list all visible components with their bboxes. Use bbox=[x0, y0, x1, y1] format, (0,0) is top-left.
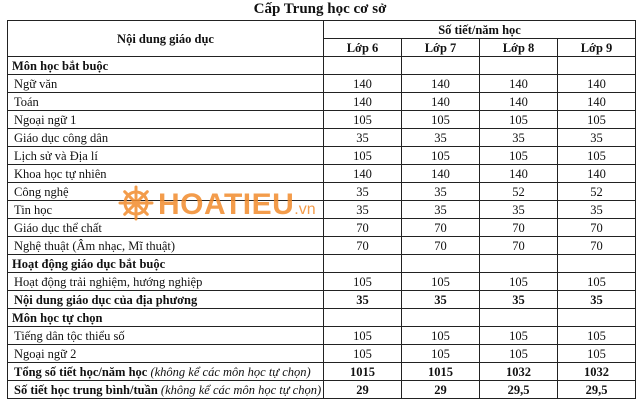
period-value: 105 bbox=[402, 147, 480, 165]
subject-name: Khoa học tự nhiên bbox=[8, 165, 324, 183]
section-label: Môn học bắt buộc bbox=[8, 57, 324, 75]
period-value: 70 bbox=[402, 237, 480, 255]
period-value: 105 bbox=[480, 273, 558, 291]
subject-name: Tổng số tiết học/năm học (không kể các môn học tự chọn) bbox=[8, 363, 324, 381]
table-row bbox=[8, 219, 636, 237]
period-value: 35 bbox=[558, 201, 636, 219]
period-value: 70 bbox=[324, 237, 402, 255]
subject-name: Hoạt động trải nghiệm, hướng nghiệp bbox=[8, 273, 324, 291]
subject-name: Số tiết học trung bình/tuần (không kể các môn học tự chọn) bbox=[8, 381, 324, 399]
section-row bbox=[8, 255, 636, 273]
period-value: 105 bbox=[480, 345, 558, 363]
content-header: Nội dung giáo dục bbox=[8, 21, 324, 57]
period-value: 35 bbox=[402, 291, 480, 309]
table-row bbox=[8, 165, 636, 183]
period-value: 70 bbox=[480, 237, 558, 255]
period-value: 29,5 bbox=[558, 381, 636, 399]
period-value: 1015 bbox=[324, 363, 402, 381]
period-value: 105 bbox=[402, 111, 480, 129]
subject-name: Giáo dục công dân bbox=[8, 129, 324, 147]
period-value: 105 bbox=[402, 327, 480, 345]
period-value: 140 bbox=[324, 93, 402, 111]
period-header: Số tiết/năm học bbox=[324, 21, 636, 39]
period-value: 52 bbox=[558, 183, 636, 201]
table-row bbox=[8, 327, 636, 345]
local-content-row bbox=[8, 291, 636, 309]
period-value: 105 bbox=[324, 345, 402, 363]
table-row bbox=[8, 129, 636, 147]
period-value: 140 bbox=[402, 93, 480, 111]
period-value: 105 bbox=[480, 147, 558, 165]
grade-header: Lớp 7 bbox=[402, 39, 480, 57]
grade-header: Lớp 8 bbox=[480, 39, 558, 57]
row-note: (không kể các môn học tự chọn) bbox=[150, 364, 311, 379]
period-value: 105 bbox=[558, 345, 636, 363]
period-value: 35 bbox=[480, 291, 558, 309]
period-value: 35 bbox=[402, 129, 480, 147]
section-label: Môn học tự chọn bbox=[8, 309, 324, 327]
section-label: Hoạt động giáo dục bắt buộc bbox=[8, 255, 324, 273]
period-value: 35 bbox=[558, 291, 636, 309]
period-value: 140 bbox=[558, 93, 636, 111]
row-note: (không kể các môn học tự chọn) bbox=[160, 382, 322, 397]
period-value: 105 bbox=[558, 273, 636, 291]
period-value: 105 bbox=[324, 273, 402, 291]
subject-name: Nghệ thuật (Âm nhạc, Mĩ thuật) bbox=[8, 237, 324, 255]
period-value: 1015 bbox=[402, 363, 480, 381]
subject-name: Toán bbox=[8, 93, 324, 111]
period-value: 29 bbox=[324, 381, 402, 399]
average-row bbox=[8, 381, 636, 399]
period-value: 105 bbox=[558, 111, 636, 129]
period-value: 140 bbox=[558, 165, 636, 183]
section-row bbox=[8, 57, 636, 75]
subject-name: Ngữ văn bbox=[8, 75, 324, 93]
grade-header: Lớp 6 bbox=[324, 39, 402, 57]
table-row bbox=[8, 183, 636, 201]
period-value: 70 bbox=[402, 219, 480, 237]
section-row bbox=[8, 309, 636, 327]
period-value: 29 bbox=[402, 381, 480, 399]
period-value: 105 bbox=[402, 273, 480, 291]
period-value: 1032 bbox=[480, 363, 558, 381]
period-value: 70 bbox=[558, 237, 636, 255]
period-value: 105 bbox=[324, 327, 402, 345]
period-value: 35 bbox=[480, 129, 558, 147]
period-value: 52 bbox=[480, 183, 558, 201]
period-value: 140 bbox=[324, 75, 402, 93]
period-value: 140 bbox=[402, 75, 480, 93]
header-row-1 bbox=[8, 21, 636, 39]
period-value: 140 bbox=[558, 75, 636, 93]
period-value: 35 bbox=[480, 201, 558, 219]
subject-name: Tin học bbox=[8, 201, 324, 219]
table-row bbox=[8, 75, 636, 93]
subject-name: Ngoại ngữ 1 bbox=[8, 111, 324, 129]
period-value: 35 bbox=[324, 291, 402, 309]
subject-name: Giáo dục thể chất bbox=[8, 219, 324, 237]
period-value: 35 bbox=[402, 201, 480, 219]
period-value: 105 bbox=[480, 111, 558, 129]
period-value: 35 bbox=[324, 129, 402, 147]
total-row bbox=[8, 363, 636, 381]
curriculum-table bbox=[7, 20, 636, 399]
period-value: 105 bbox=[558, 327, 636, 345]
subject-name: Ngoại ngữ 2 bbox=[8, 345, 324, 363]
table-row bbox=[8, 111, 636, 129]
period-value: 140 bbox=[324, 165, 402, 183]
period-value: 29,5 bbox=[480, 381, 558, 399]
period-value: 105 bbox=[480, 327, 558, 345]
period-value: 105 bbox=[558, 147, 636, 165]
period-value: 105 bbox=[402, 345, 480, 363]
subject-name: Tiếng dân tộc thiểu số bbox=[8, 327, 324, 345]
period-value: 70 bbox=[480, 219, 558, 237]
watermark-suffix: .vn bbox=[294, 201, 316, 218]
period-value: 140 bbox=[402, 165, 480, 183]
period-value: 35 bbox=[324, 201, 402, 219]
period-value: 70 bbox=[324, 219, 402, 237]
period-value: 140 bbox=[480, 75, 558, 93]
table-row bbox=[8, 201, 636, 219]
table-row bbox=[8, 345, 636, 363]
period-value: 140 bbox=[480, 165, 558, 183]
period-value: 1032 bbox=[558, 363, 636, 381]
subject-name: Lịch sử và Địa lí bbox=[8, 147, 324, 165]
period-value: 35 bbox=[402, 183, 480, 201]
table-row bbox=[8, 273, 636, 291]
period-value: 35 bbox=[324, 183, 402, 201]
grade-header: Lớp 9 bbox=[558, 39, 636, 57]
subject-name: Nội dung giáo dục của địa phương bbox=[8, 291, 324, 309]
period-value: 35 bbox=[558, 129, 636, 147]
period-value: 105 bbox=[324, 147, 402, 165]
page-title: Cấp Trung học cơ sở bbox=[253, 1, 387, 17]
period-value: 140 bbox=[480, 93, 558, 111]
subject-name: Công nghệ bbox=[8, 183, 324, 201]
table-row bbox=[8, 237, 636, 255]
period-value: 70 bbox=[558, 219, 636, 237]
table-row bbox=[8, 147, 636, 165]
watermark-text: HOATIEU bbox=[158, 188, 295, 221]
table-row bbox=[8, 93, 636, 111]
period-value: 105 bbox=[324, 111, 402, 129]
